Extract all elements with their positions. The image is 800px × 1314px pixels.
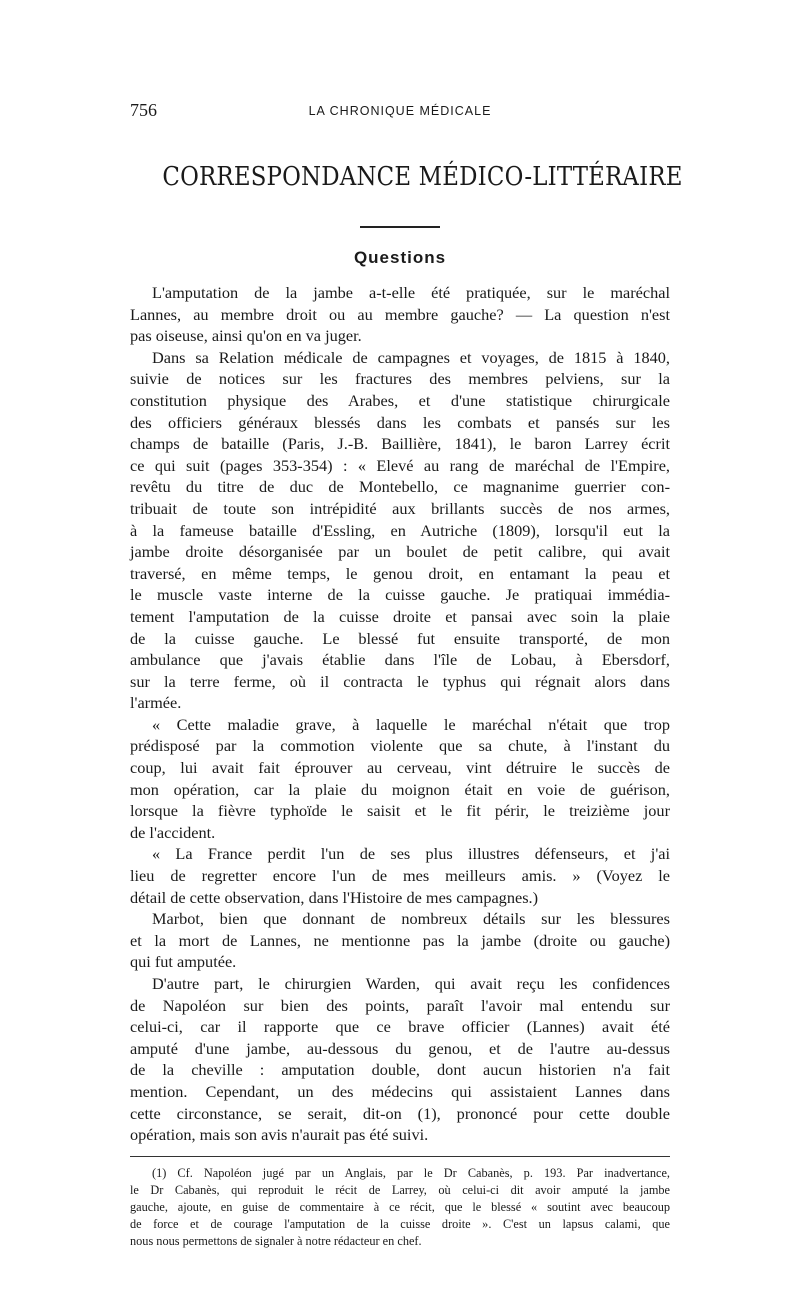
text-line: champs de bataille (Paris, J.-B. Baillière, 1841), le baron Larrey écrit	[130, 434, 670, 454]
text-line: Marbot, bien que donnant de nombreux détails sur les blessures	[152, 909, 670, 929]
footnote-rule	[130, 1156, 670, 1157]
text-line: détail de cette observation, dans l'Histoire de mes campagnes.)	[130, 887, 539, 907]
text-line: opération, mais son avis n'aurait pas été suivi.	[130, 1125, 429, 1145]
title-rule	[360, 226, 440, 228]
text-line: tement l'amputation de la cuisse droite et pansai avec soin la plaie	[130, 606, 670, 626]
section-title: CORRESPONDANCE MÉDICO-LITTÉRAIRE	[162, 162, 683, 192]
text-line: de la cheville : amputation double, dont aucun historien n'a fait	[130, 1060, 670, 1080]
text-line: jambe droite désorganisée par un boulet de petit calibre, qui avait	[130, 542, 670, 562]
footnotes	[130, 1165, 670, 1250]
text-line: L'amputation de la jambe a-t-elle été pratiquée, sur le maréchal	[152, 283, 670, 302]
subhead: Questions	[353, 248, 447, 267]
footnote-line: de force et de courage l'amputation de la cuisse droite ». C'est un lapsus calami, que	[130, 1216, 670, 1231]
footnote-line: nous nous permettons de signaler à notre rédacteur en chef.	[130, 1233, 422, 1248]
text-line: « La France perdit l'un de ses plus illustres défenseurs, et j'ai	[152, 844, 670, 864]
text-line: D'autre part, le chirurgien Warden, qui avait reçu les confidences	[152, 974, 670, 993]
text-line: et la mort de Lannes, ne mentionne pas la jambe (droite ou gauche)	[130, 930, 670, 950]
page	[130, 100, 683, 1250]
text-line: mention. Cependant, un des médecins qui assistaient Lannes dans	[130, 1081, 670, 1101]
text-line: de l'accident.	[130, 822, 216, 842]
text-line: cette circonstance, se serait, dit-on (1), prononcé pour cette double	[130, 1103, 670, 1123]
text-line: amputé d'une jambe, au-dessous du genou, et de l'autre au-dessus	[130, 1038, 670, 1058]
running-head	[130, 100, 670, 124]
text-line: à la fameuse bataille d'Essling, en Autriche (1809), lorsqu'il eut la	[130, 520, 670, 540]
journal-title: LA CHRONIQUE MÉDICALE	[308, 104, 492, 118]
text-line: sur la terre ferme, où il contracta le typhus qui régnait alors dans	[130, 671, 670, 691]
text-line: coup, lui avait fait éprouver au cerveau, vint détruire le succès de	[130, 758, 670, 778]
text-line: prédisposé par la commotion violente que sa chute, à l'instant du	[130, 736, 670, 756]
text-line: suivie de notices sur les fractures des membres pelviens, sur la	[130, 369, 670, 389]
text-line: revêtu du titre de duc de Montebello, ce magnanime guerrier con-	[130, 477, 670, 497]
text-line: de la cuisse gauche. Le blessé fut ensuite transporté, de mon	[130, 628, 670, 648]
text-line: Dans sa Relation médicale de campagnes et voyages, de 1815 à 1840,	[152, 347, 670, 367]
text-line: l'armée.	[130, 693, 182, 713]
text-line: constitution physique des Arabes, et d'une statistique chirurgicale	[130, 390, 670, 410]
footnote-line: (1) Cf. Napoléon jugé par un Anglais, par le Dr Cabanès, p. 193. Par inadvertance,	[152, 1165, 670, 1180]
text-line: celui-ci, car il rapporte que ce brave officier (Lannes) avait été	[130, 1017, 670, 1037]
page-number: 756	[130, 100, 157, 120]
footnote-line: le Dr Cabanès, qui reproduit le récit de Larrey, où celui-ci dit avoir amputé la jambe	[130, 1182, 670, 1197]
text-line: le muscle vaste interne de la cuisse gauche. Je pratiquai immédia-	[130, 585, 670, 605]
text-line: pas oiseuse, ainsi qu'on en va juger.	[130, 326, 362, 346]
text-line: « Cette maladie grave, à laquelle le maréchal n'était que trop	[152, 714, 670, 734]
text-line: qui fut amputée.	[130, 952, 237, 972]
text-line: Lannes, au membre droit ou au membre gauche? — La question n'est	[130, 304, 670, 324]
text-line: tribuait de toute son intrépidité aux brillants succès de nos armes,	[130, 498, 670, 518]
footnote-line: gauche, ajoute, en guise de commentaire à ce récit, que le blessé « soutint avec beaucoup	[130, 1199, 670, 1214]
text-line: lorsque la fièvre typhoïde le saisit et le fit périr, le treizième jour	[130, 801, 670, 821]
text-line: mon opération, car la plaie du moignon était en voie de guérison,	[130, 779, 670, 799]
text-line: des officiers généraux blessés dans les combats et pansés sur les	[130, 412, 670, 432]
text-line: ambulance que j'avais établie dans l'île de Lobau, à Ebersdorf,	[130, 650, 670, 670]
text-line: lieu de regretter encore l'un de mes meilleurs amis. » (Voyez le	[130, 866, 670, 886]
text-line: ce qui suit (pages 353-354) : « Elevé au rang de maréchal de l'Empire,	[130, 455, 670, 475]
article-body	[130, 282, 670, 1146]
text-line: de Napoléon sur bien des points, paraît l'avoir mal entendu sur	[130, 995, 670, 1015]
text-line: traversé, en même temps, le genou droit, en entamant la peau et	[130, 563, 670, 583]
